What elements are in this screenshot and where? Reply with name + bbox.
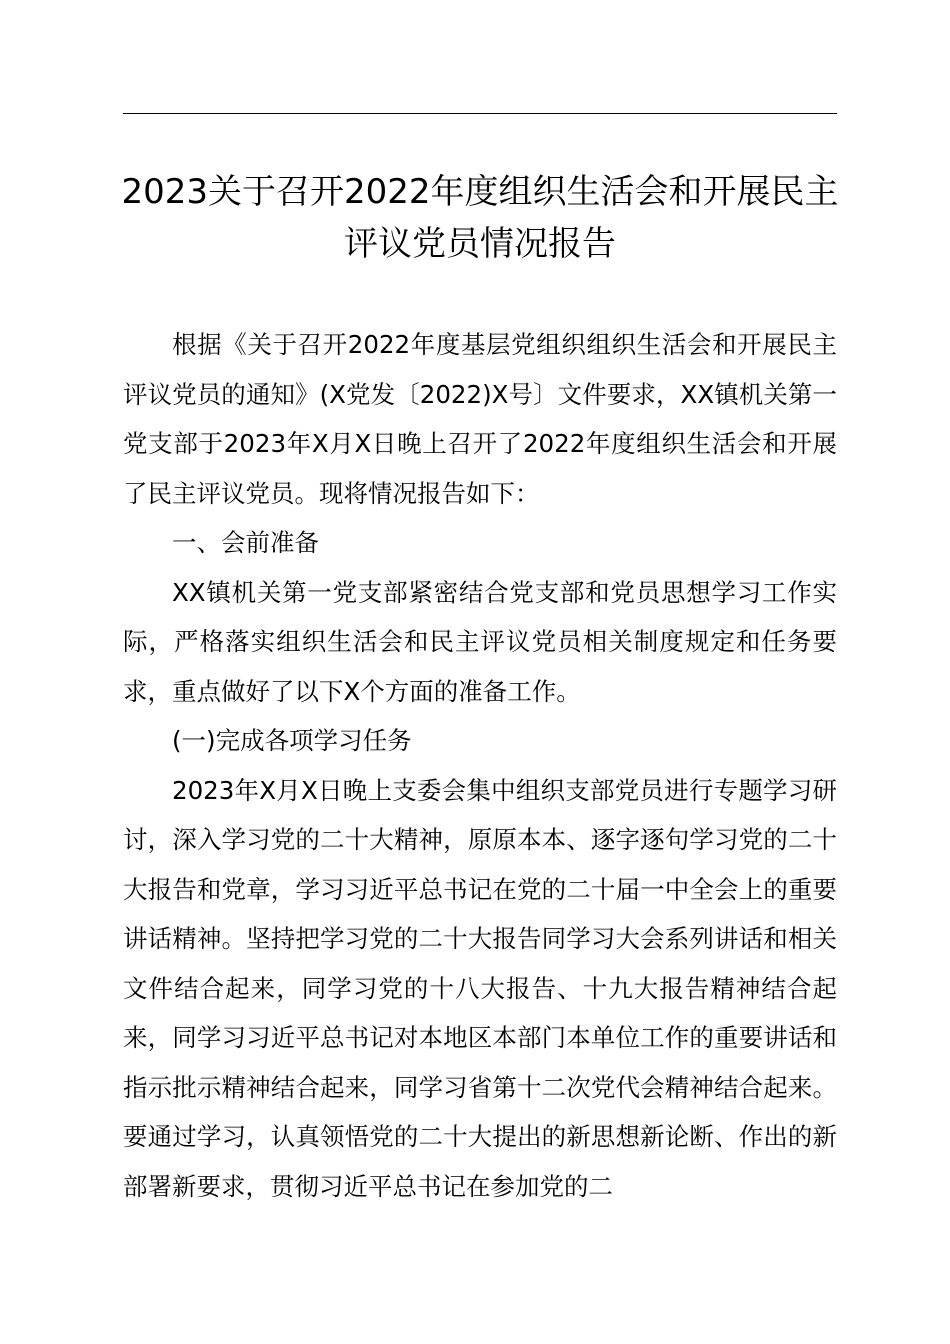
- heading-subsection-1: (一)完成各项学习任务: [172, 726, 412, 755]
- paragraph-study: 2023年X月X日晚上支委会集中组织支部党员进行专题学习研讨，深入学习党的二十大精神，原原本本、逐字逐句学习党的二十大报告和党章，学习习近平总书记在党的二十届一中全会上的重要讲话精神。坚持把学习党的二十大报告同学习大会系列讲话和相关文件结合起来，同学习党的十八大报告、十九大报告精神结合起来，同学习习近平总书记对本地区本部门本单位工作的重要讲话和指示批示精神结合起来，同学习省第十二次党代会精神结合起来。要通过学习，认真领悟党的二十大提出的新思想新论断、作出的新部署新要求，贯彻习近平总书记在参加党的二: [123, 775, 837, 1201]
- header-rule: [123, 113, 837, 114]
- document-body: [123, 320, 837, 1211]
- heading-section-1: 一、会前准备: [172, 528, 319, 557]
- paragraph-intro: 根据《关于召开2022年度基层党组织组织生活会和开展民主评议党员的通知》(X党发〔2022)X号〕文件要求，XX镇机关第一党支部于2023年X月X日晚上召开了2022年度组织生活会和开展了民主评议党员。现将情况报告如下：: [123, 330, 837, 508]
- document-title: 2023关于召开2022年度组织生活会和开展民主评议党员情况报告: [121, 172, 839, 264]
- paragraph-preparation: XX镇机关第一党支部紧密结合党支部和党员思想学习工作实际，严格落实组织生活会和民主评议党员相关制度规定和任务要求，重点做好了以下X个方面的准备工作。: [123, 577, 837, 706]
